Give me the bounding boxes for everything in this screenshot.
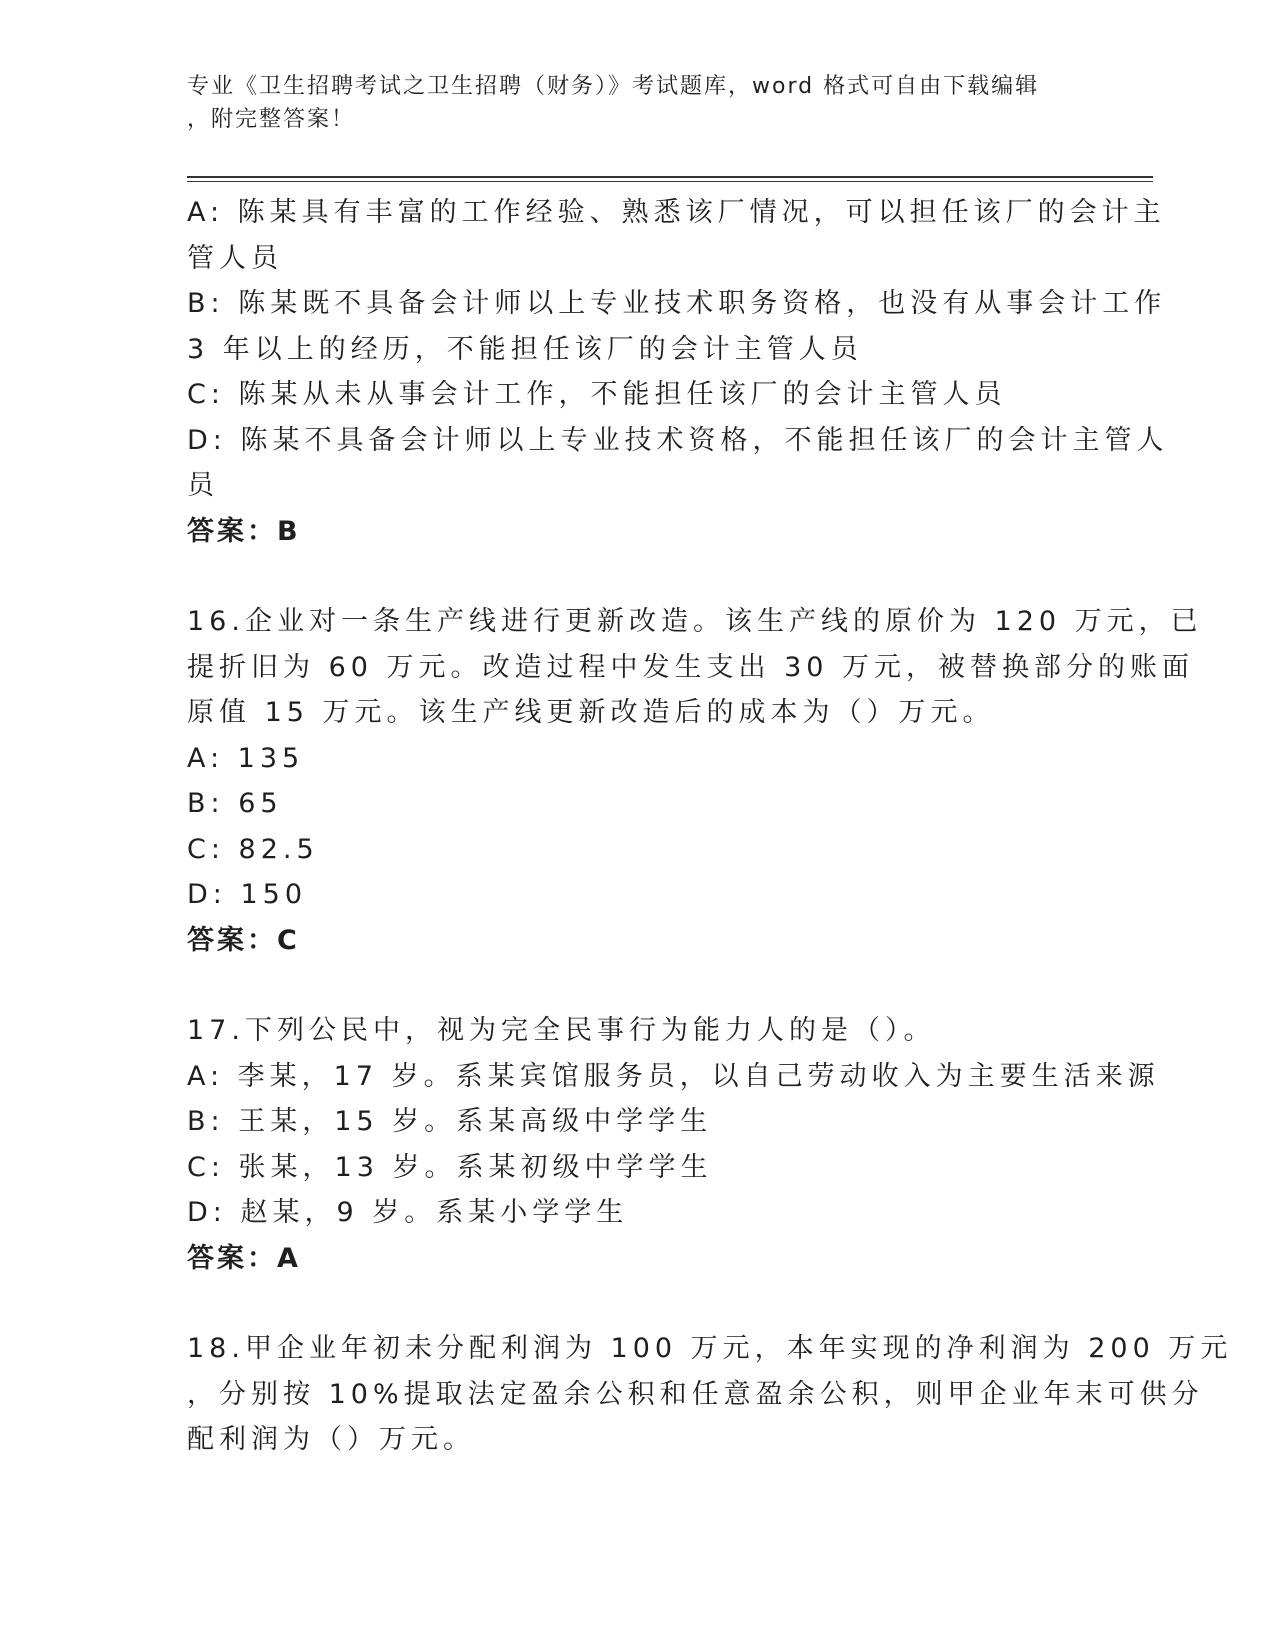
spacer <box>187 963 1087 1008</box>
option-b-line-1: B: 陈某既不具备会计师以上专业技术职务资格，也没有从事会计工作 <box>187 288 1167 319</box>
question-17-stem: 17.下列公民中，视为完全民事行为能力人的是（）。 <box>187 1015 936 1046</box>
question-15-options <box>187 190 1169 554</box>
option-d-line-1: D: 陈某不具备会计师以上专业技术资格，不能担任该厂的会计主管人 <box>187 424 1169 456</box>
header-divider <box>187 176 1153 178</box>
option-c: C: 82.5 <box>187 833 319 865</box>
option-a-line-2: 管人员 <box>187 242 283 274</box>
option-b: B: 王某，15 岁。系某高级中学学生 <box>187 1106 713 1137</box>
document-header <box>187 70 1087 136</box>
option-c: C: 张某，13 岁。系某初级中学学生 <box>187 1151 713 1183</box>
question-16-stem-2: 提折旧为 60 万元。改造过程中发生支出 30 万元，被替换部分的账面 <box>187 651 1195 683</box>
answer-15: 答案：B <box>187 515 301 547</box>
option-d: D: 150 <box>187 879 308 910</box>
option-a-line-1: A: 陈某具有丰富的工作经验、熟悉该厂情况，可以担任该厂的会计主 <box>187 197 1166 228</box>
question-18-stem-3: 配利润为（）万元。 <box>187 1424 475 1455</box>
question-16-stem-3: 原值 15 万元。该生产线更新改造后的成本为（）万元。 <box>187 697 995 728</box>
option-b: B: 65 <box>187 788 283 819</box>
option-b-line-2: 3 年以上的经历，不能担任该厂的会计主管人员 <box>187 333 863 365</box>
question-18-stem-2: ，分别按 10%提取法定盈余公积和任意盈余公积，则甲企业年末可供分 <box>187 1378 1204 1410</box>
spacer <box>187 554 1087 599</box>
option-d: D: 赵某，9 岁。系某小学学生 <box>187 1197 629 1228</box>
header-line-1: 专业《卫生招聘考试之卫生招聘（财务）》考试题库，word 格式可自由下载编辑 <box>187 74 1040 99</box>
option-d-line-2: 员 <box>187 470 219 501</box>
question-18 <box>187 1326 1233 1463</box>
document-body <box>187 190 1233 1463</box>
answer-16: 答案：C <box>187 924 300 956</box>
question-16 <box>187 599 1203 963</box>
header-divider-thin <box>187 181 1153 182</box>
option-a: A: 135 <box>187 742 305 774</box>
option-a: A: 李某，17 岁。系某宾馆服务员，以自己劳动收入为主要生活来源 <box>187 1060 1160 1092</box>
spacer <box>187 1281 1087 1326</box>
question-16-stem-1: 16.企业对一条生产线进行更新改造。该生产线的原价为 120 万元，已 <box>187 606 1203 637</box>
question-17 <box>187 1008 1160 1281</box>
header-line-2: ，附完整答案！ <box>187 107 356 132</box>
answer-17: 答案：A <box>187 1242 301 1274</box>
option-c: C: 陈某从未从事会计工作，不能担任该厂的会计主管人员 <box>187 379 1007 410</box>
question-18-stem-1: 18.甲企业年初未分配利润为 100 万元，本年实现的净利润为 200 万元 <box>187 1333 1233 1364</box>
